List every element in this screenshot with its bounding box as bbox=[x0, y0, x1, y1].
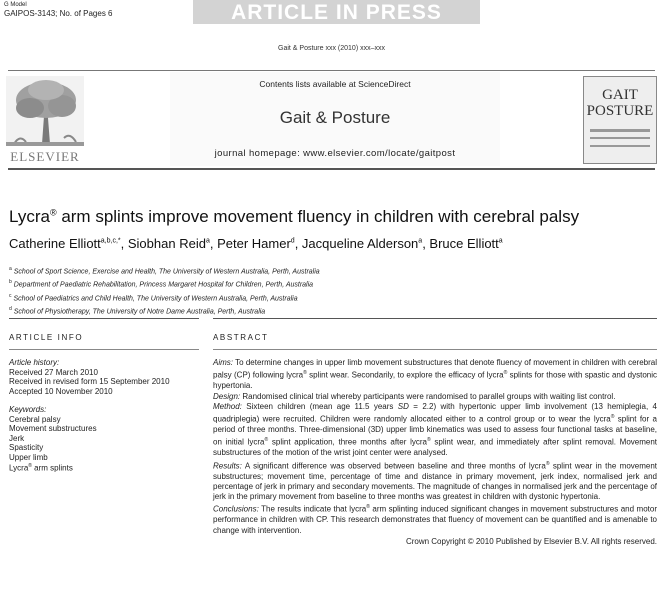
manuscript-id: GAIPOS-3143; No. of Pages 6 bbox=[4, 9, 113, 18]
keywords-label: Keywords: bbox=[9, 405, 47, 414]
journal-cover-thumbnail bbox=[583, 76, 657, 164]
affiliation: $^b$ Department of Paediatric Rehabilitation, Princess Margaret Hospital for Children, Perth, Australia bbox=[9, 279, 314, 289]
cover-title-line-2: POSTURE bbox=[586, 103, 654, 119]
affiliations bbox=[9, 264, 320, 317]
title-part: Lycra bbox=[9, 207, 50, 226]
cover-stripe bbox=[590, 145, 650, 147]
abstract-subrule bbox=[213, 349, 657, 350]
abstract-rule bbox=[213, 318, 657, 319]
article-info-rule bbox=[9, 318, 199, 319]
affiliation: $^d$ School of Physiotherapy, The University of Notre Dame Australia, Perth, Australia bbox=[9, 305, 266, 316]
author: Siobhan Reid$^a$, bbox=[127, 236, 218, 251]
journal-homepage: journal homepage: www.elsevier.com/locate/gaitpost bbox=[214, 148, 456, 159]
article-in-press-banner: ARTICLE IN PRESS bbox=[193, 0, 480, 24]
abstract-aims: Aims: To determine changes in upper limb movement substructures that denote fluency of movement in children with cerebral palsy (CP) following lycra® splint wear. Secondarily, to explore the efficacy of lycra® splints for those with spastic and dystonic hypertonia. bbox=[213, 358, 657, 391]
cover-title bbox=[584, 87, 656, 119]
journal-name: Gait & Posture bbox=[279, 108, 391, 127]
author: Jacqueline Alderson$^a$, bbox=[301, 236, 430, 251]
cover-title-line-1: GAIT bbox=[602, 87, 638, 103]
author: Catherine Elliott$^{a,b,c,*}$, bbox=[9, 236, 128, 251]
keyword: Upper limb bbox=[9, 452, 48, 462]
keyword: Cerebral palsy bbox=[9, 414, 61, 424]
abstract-method: Method: Sixteen children (mean age 11.5 years SD = 2.2) with hypertonic upper limb involvement (13 hemiplegia, 4 quadriplegia) were recruited. Children were randomly allocated either to a control group or to wear the lycra® splint for a period of three months. Three-dimensional (3D) upper limb kinematics was used to assess four functional tasks at baseline, on initial lycra® splint application, three months after lycra® splint wear, and immediately after splint removal. Movement substructures of the motion of the wrist joint center were analysed. bbox=[213, 401, 658, 458]
article-info bbox=[9, 358, 199, 473]
author: Peter Hamer$^d$, bbox=[217, 236, 302, 251]
title-registered-mark: ® bbox=[49, 207, 57, 218]
revised-date: Received in revised form 15 September 2010 bbox=[9, 377, 170, 386]
cover-stripe bbox=[590, 137, 650, 139]
received-date: Received 27 March 2010 bbox=[9, 367, 98, 377]
abstract-conclusions: Conclusions: The results indicate that lycra® arm splinting induced significant changes in movement substructures and motor performance in children with CP. This research demonstrates that fluency of movement can be quantified and is amenable to change with intervention. bbox=[213, 504, 658, 535]
title-part: arm splints improve movement fluency in children with cerebral palsy bbox=[56, 207, 580, 226]
keyword: Jerk bbox=[9, 433, 25, 443]
publisher-wordmark: ELSEVIER bbox=[10, 149, 80, 164]
abstract-results: Results: A significant difference was observed between baseline and three months of lycra® splint wear in the movement substructures; movement time, percentage of time and distance in primary movement, jerk index, normalised jerk and percentage of jerk in primary and secondary movements. The magnitude of changes in normalised jerk and the percentage of jerk in the primary movement from baseline to three months was greatest in children with dystonic hypertonia. bbox=[213, 460, 658, 502]
article-info-subrule bbox=[9, 349, 199, 350]
masthead-bottom-rule bbox=[8, 168, 655, 170]
affiliation: $^c$ School of Paediatrics and Child Health, The University of Western Australia, Perth, Australia bbox=[9, 292, 298, 302]
abstract-design: Design: Randomised clinical trial whereby participants were randomised to parallel groups with waiting list control. bbox=[213, 391, 616, 401]
affiliation: $^a$ School of Sport Science, Exercise and Health, The University of Western Australia, Perth, Australia bbox=[9, 266, 320, 276]
author: Bruce Elliott$^a$ bbox=[429, 236, 503, 251]
article-info-heading: ARTICLE INFO bbox=[9, 333, 84, 342]
abstract-body bbox=[213, 358, 657, 547]
keyword: Lycra® arm splints bbox=[9, 463, 73, 473]
masthead-top-rule bbox=[8, 70, 655, 71]
journal-reference: Gait & Posture xxx (2010) xxx–xxx bbox=[278, 45, 385, 52]
accepted-date: Accepted 10 November 2010 bbox=[9, 386, 113, 396]
copyright-notice: Crown Copyright © 2010 Published by Elsevier B.V. All rights reserved. bbox=[405, 537, 657, 547]
history-label: Article history: bbox=[9, 358, 60, 367]
manuscript-header bbox=[4, 2, 113, 18]
article-title bbox=[9, 207, 579, 227]
author-list bbox=[9, 236, 503, 251]
keyword: Movement substructures bbox=[9, 424, 97, 433]
g-model-label: G Model bbox=[4, 2, 27, 8]
abstract-heading: ABSTRACT bbox=[213, 333, 269, 342]
keyword: Spasticity bbox=[9, 443, 44, 452]
cover-stripe bbox=[590, 129, 650, 132]
contents-available-line: Contents lists available at ScienceDirect bbox=[259, 79, 411, 89]
